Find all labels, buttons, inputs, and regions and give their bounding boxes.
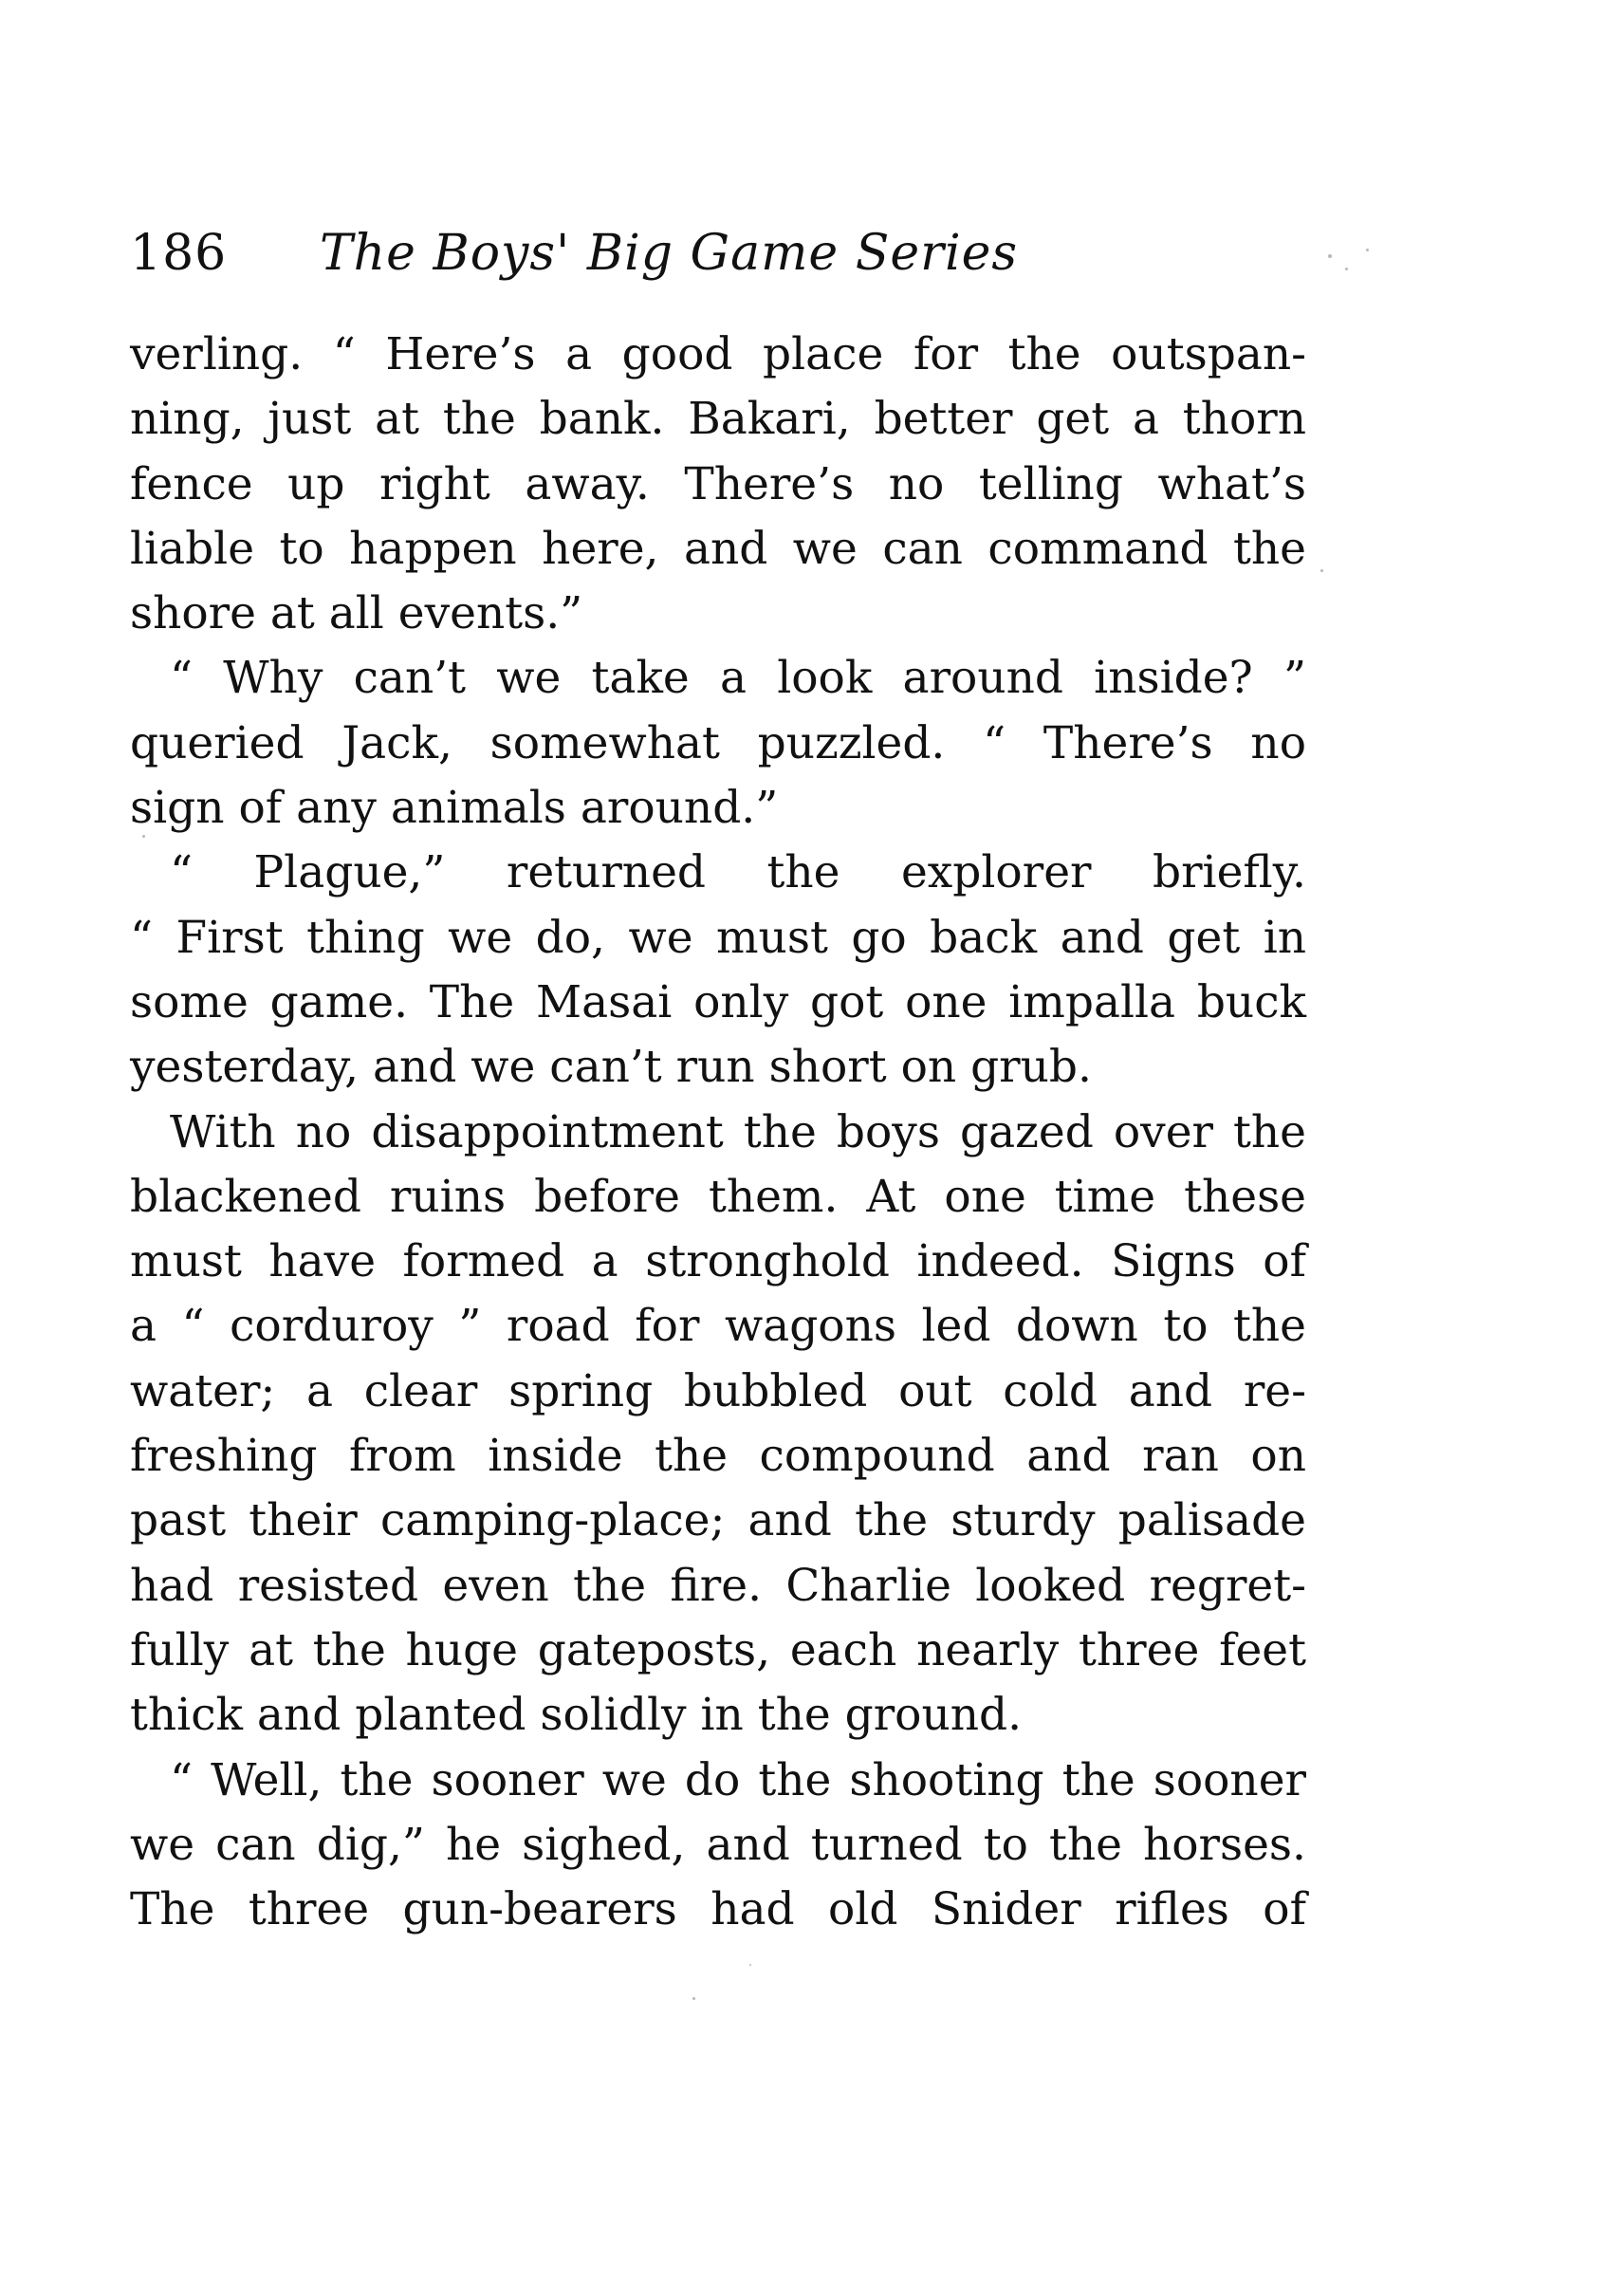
text-line: past their camping-place; and the sturdy palisade bbox=[130, 1494, 1306, 1547]
text-line: had resisted even the fire. Charlie looked regret- bbox=[130, 1559, 1306, 1612]
text-line: freshing from inside the compound and ran on bbox=[130, 1430, 1306, 1483]
text-line: some game. The Masai only got one impalla buck bbox=[130, 975, 1306, 1028]
text-line: water; a clear spring bubbled out cold and re- bbox=[130, 1364, 1306, 1417]
text-line: yesterday, and we can’t run short on grub. bbox=[130, 1041, 1092, 1094]
paper-speck bbox=[1328, 254, 1332, 258]
text-line: liable to happen here, and we can command the bbox=[130, 522, 1306, 575]
text-line: “ Plague,” returned the explorer briefly. bbox=[170, 846, 1306, 899]
text-line: queried Jack, somewhat puzzled. “ There’s no bbox=[130, 716, 1306, 769]
text-line: The three gun-bearers had old Snider rifles of bbox=[130, 1883, 1306, 1936]
text-line: verling. “ Here’s a good place for the outspan- bbox=[130, 328, 1306, 380]
page-number: 186 bbox=[130, 225, 228, 282]
text-line: fence up right away. There’s no telling what’s bbox=[130, 457, 1306, 510]
running-head bbox=[130, 220, 1306, 287]
paper-speck bbox=[749, 1964, 751, 1966]
paper-speck bbox=[1366, 249, 1369, 251]
running-title: The Boys' Big Game Series bbox=[320, 225, 1019, 282]
text-line: fully at the huge gateposts, each nearly three feet bbox=[130, 1623, 1306, 1676]
text-line: shore at all events.” bbox=[130, 587, 583, 640]
text-line: “ First thing we do, we must go back and get in bbox=[130, 911, 1306, 964]
text-line: With no disappointment the boys gazed over the bbox=[170, 1105, 1306, 1158]
text-line: “ Well, the sooner we do the shooting the sooner bbox=[170, 1753, 1306, 1806]
text-line: sign of any animals around.” bbox=[130, 782, 779, 835]
paper-speck bbox=[1345, 268, 1348, 270]
paper-speck bbox=[1320, 569, 1323, 572]
text-line: thick and planted solidly in the ground. bbox=[130, 1689, 1023, 1742]
body-text bbox=[130, 323, 1306, 1942]
text-line: ning, just at the bank. Bakari, better get a thorn bbox=[130, 393, 1306, 446]
text-line: a “ corduroy ” road for wagons led down to the bbox=[130, 1300, 1306, 1353]
text-line: “ Why can’t we take a look around inside? ” bbox=[170, 652, 1306, 705]
text-line: we can dig,” he sighed, and turned to the horses. bbox=[130, 1818, 1306, 1871]
paper-speck bbox=[692, 1997, 695, 2000]
paper-speck bbox=[142, 835, 145, 838]
text-line: must have formed a stronghold indeed. Signs of bbox=[130, 1235, 1306, 1288]
text-line: blackened ruins before them. At one time these bbox=[130, 1170, 1306, 1223]
